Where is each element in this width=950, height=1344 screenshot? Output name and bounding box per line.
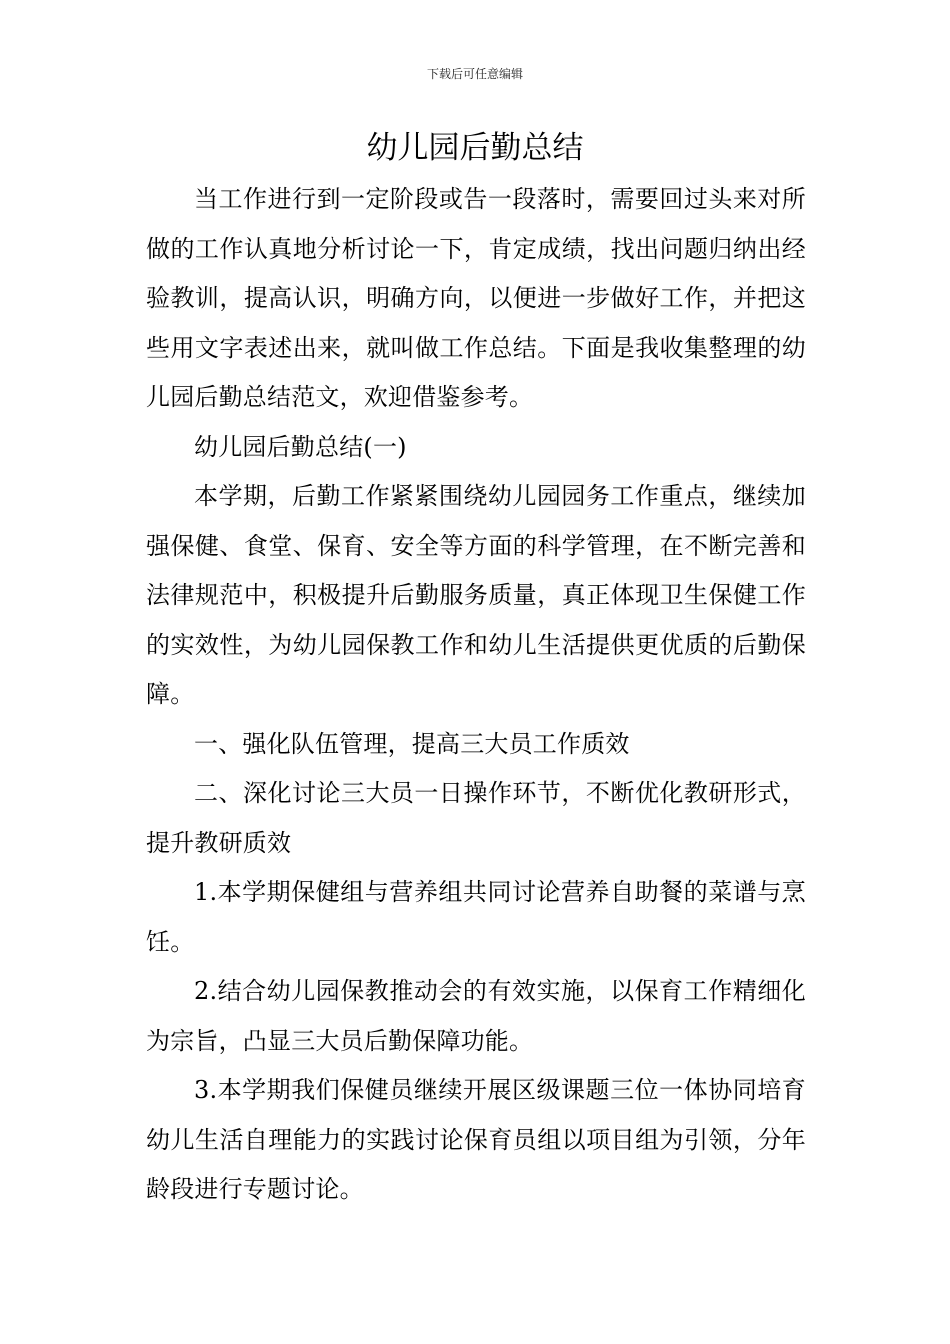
document-title: 幼儿园后勤总结 xyxy=(366,130,584,166)
paragraph-item-1: 1.本学期保健组与营养组共同讨论营养自助餐的菜谱与烹饪。 xyxy=(146,878,806,956)
header-note: 下载后可任意编辑 xyxy=(426,67,523,81)
paragraph-section-heading: 幼儿园后勤总结(一) xyxy=(194,432,407,461)
document-body xyxy=(146,175,806,1215)
paragraph-overview: 本学期，后勤工作紧紧围绕幼儿园园务工作重点，继续加强保健、食堂、保育、安全等方面的科学管理，在不断完善和法律规范中，积极提升后勤服务质量，真正体现卫生保健工作的实效性，为幼儿园保教工作和幼儿生活提供更优质的后勤保障。 xyxy=(146,482,806,708)
paragraph-item-2: 2.结合幼儿园保教推动会的有效实施，以保育工作精细化为宗旨，凸显三大员后勤保障功能。 xyxy=(146,977,806,1055)
paragraph-intro: 当工作进行到一定阶段或告一段落时，需要回过头来对所做的工作认真地分析讨论一下，肯定成绩，找出问题归纳出经验教训，提高认识，明确方向，以便进一步做好工作，并把这些用文字表述出来，就叫做工作总结。下面是我收集整理的幼儿园后勤总结范文，欢迎借鉴参考。 xyxy=(146,185,806,411)
paragraph-item-3: 3.本学期我们保健员继续开展区级课题三位一体协同培育幼儿生活自理能力的实践讨论保育员组以项目组为引领，分年龄段进行专题讨论。 xyxy=(146,1076,806,1203)
paragraph-point-1: 一、强化队伍管理，提高三大员工作质效 xyxy=(194,729,630,758)
paragraph-point-2: 二、深化讨论三大员一日操作环节，不断优化教研形式，提升教研质效 xyxy=(146,779,806,857)
